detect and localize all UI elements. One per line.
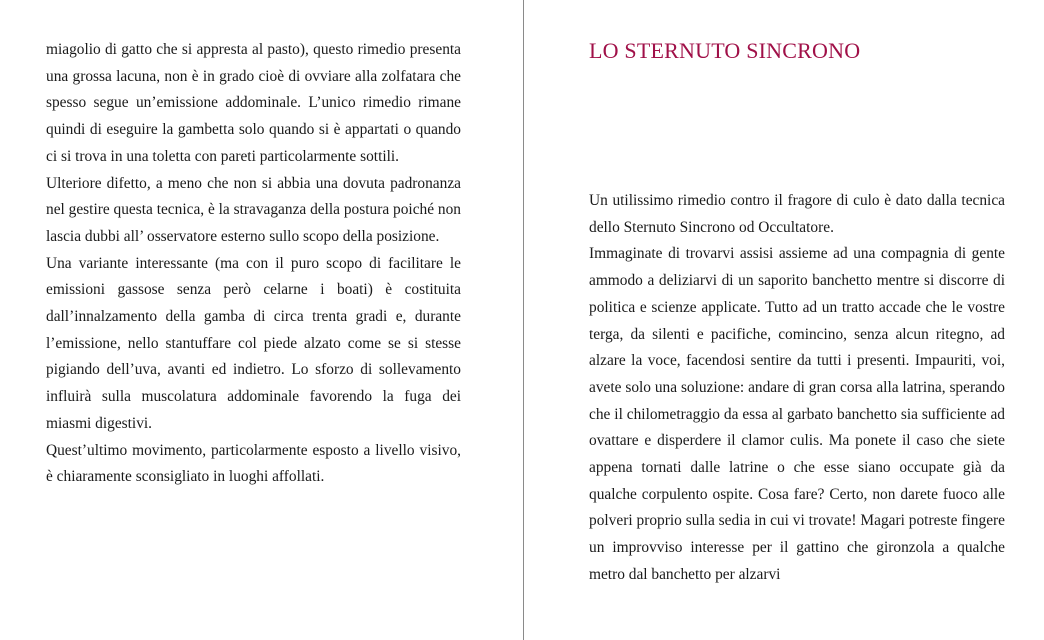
chapter-title: LO STERNUTO SINCRONO — [589, 38, 861, 63]
paragraph: miagolio di gatto che si appresta al pasto), questo rimedio presenta una grossa lacuna, non è in grado cioè di ovviare alla zolfatara che spesso segue un’emissione addominale. L’unico rimedio rimane quindi di eseguire la gambetta solo quando si è appartati o quando ci si trova in una toletta con pareti particolarmente sottili. — [46, 41, 461, 165]
paragraph: Immaginate di trovarvi assisi assieme ad una compagnia di gente ammodo a deliziarvi di un saporito banchetto mentre si discorre di politica e scienze applicate. Tutto ad un tratto accade che le vostre terga, da silenti e pacifiche, comincino, senza alcun ritegno, ad alzare la voce, facendosi sentire da tutti i presenti. Impauriti, voi, avete solo una soluzione: andare di gran corsa alla latrina, sperando che il chilometraggio da essa al garbato banchetto sia sufficiente ad ovattare e disperdere il clamor culis. Ma ponete il caso che siete appena tornati dalle latrine o che esse siano occupate già da qualche corpulento ospite. Cosa fare? Certo, non darete fuoco alle polveri proprio sulla sedia in cui vi trovate! Magari potreste fingere un improvviso interesse per il gattino che gironzola a qualche metro dal banchetto per alzarvi — [589, 245, 1005, 583]
paragraph: Una variante interessante (ma con il puro scopo di facilitare le emissioni gassose senza però celarne i boati) è costituita dall’innalzamento della gamba di circa trenta gradi e, durante l’emissione, nello stantuffare col piede alzato come se si stesse pigiando dell’uva, avanti ed indietro. Lo sforzo di sollevamento influirà sulla muscolatura addominale favorendo la fuga dei miasmi digestivi. — [46, 254, 461, 432]
right-page — [525, 0, 1044, 640]
paragraph: Ulteriore difetto, a meno che non si abbia una dovuta padronanza nel gestire questa tecnica, è la stravaganza della postura poiché non lascia dubbi all’ osservatore esterno sullo scopo della posizione. — [46, 174, 461, 245]
right-page-body — [589, 188, 1005, 589]
page-gutter-divider — [523, 0, 524, 640]
left-page-body — [46, 37, 461, 491]
paragraph: Quest’ultimo movimento, particolarmente esposto a livello visivo, è chiaramente sconsigliato in luoghi affollati. — [46, 441, 461, 486]
paragraph: Un utilissimo rimedio contro il fragore di culo è dato dalla tecnica dello Sternuto Sincrono od Occultatore. — [589, 192, 1005, 236]
